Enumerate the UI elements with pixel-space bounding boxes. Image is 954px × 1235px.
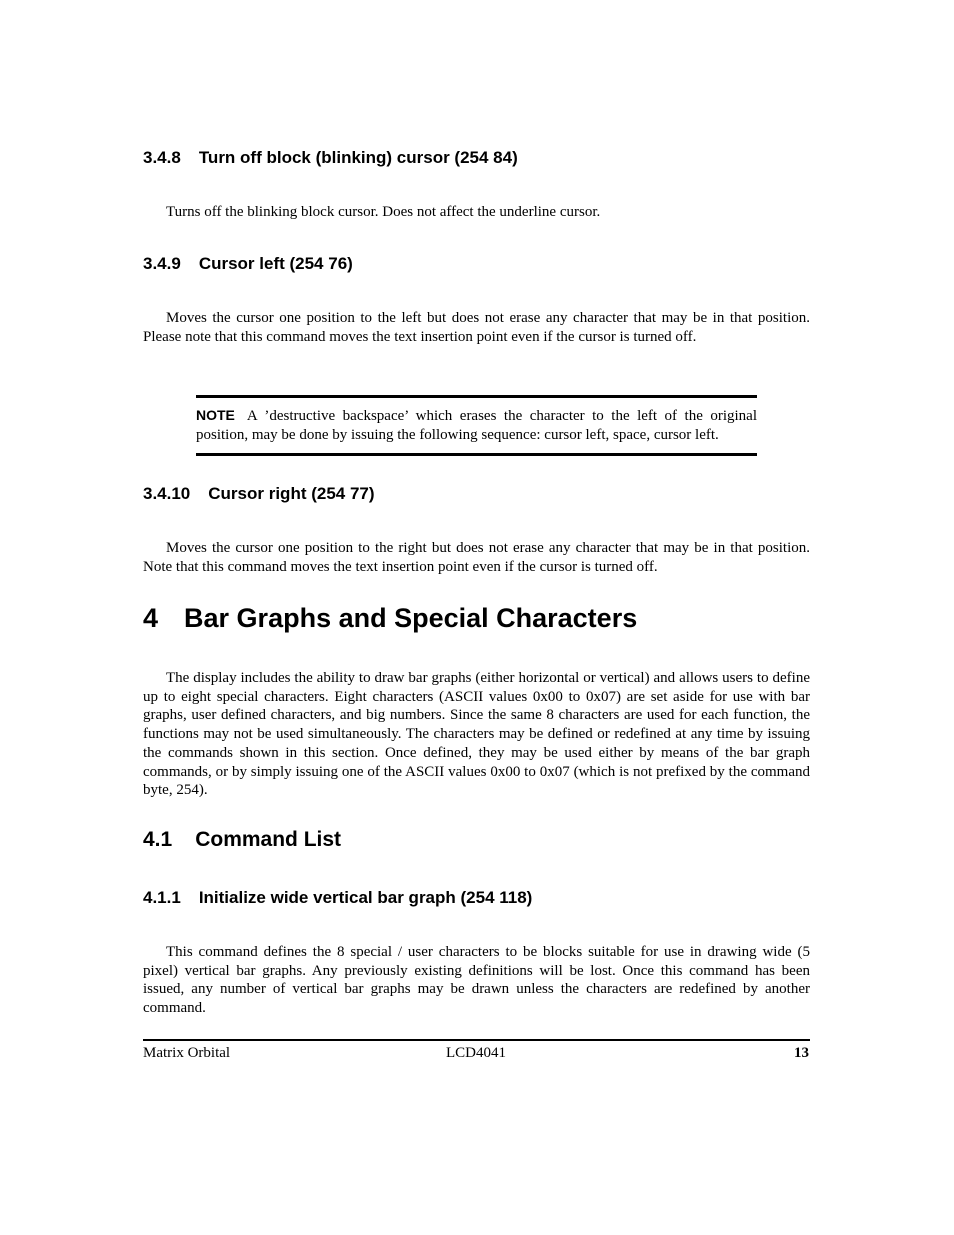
section-number: 4.1.1 xyxy=(143,888,181,907)
section-heading-3-4-9 xyxy=(143,254,353,274)
section-number: 3.4.10 xyxy=(143,484,191,503)
section-title: Turn off block (blinking) cursor (254 84) xyxy=(198,148,518,167)
paragraph-3-4-9: Moves the cursor one position to the left but does not erase any character that may be in that position. Please note that this command moves the text insertion point even if the cursor is turned off. xyxy=(143,310,810,345)
section-heading-3-4-10 xyxy=(143,484,375,504)
chapter-heading-4 xyxy=(143,603,637,634)
section-heading-3-4-8 xyxy=(143,148,518,168)
footer-rule xyxy=(143,1039,810,1041)
note-paragraph xyxy=(196,406,757,445)
section-number: 3.4.9 xyxy=(143,254,181,273)
note-box xyxy=(196,395,757,456)
section-title: Cursor right (254 77) xyxy=(208,484,375,503)
section-title: Cursor left (254 76) xyxy=(198,254,353,273)
chapter-title: Bar Graphs and Special Characters xyxy=(184,603,638,633)
section-number: 3.4.8 xyxy=(143,148,181,167)
page-number: 13 xyxy=(794,1045,809,1061)
chapter-number: 4 xyxy=(143,603,159,633)
section-heading-4-1-1 xyxy=(143,888,532,908)
paragraph-3-4-10: Moves the cursor one position to the right but does not erase any character that may be in that position. Note that this command moves the text insertion point even if the cursor is turned off. xyxy=(143,540,810,575)
section-title: Command List xyxy=(195,828,342,851)
section-number: 4.1 xyxy=(143,828,173,851)
section-heading-4-1 xyxy=(143,828,341,852)
footer-center: LCD4041 xyxy=(446,1045,506,1061)
note-text: A ’destructive backspace’ which erases the character to the left of the original position, may be done by issuing the following sequence: cursor left, space, cursor left. xyxy=(196,408,757,443)
section-title: Initialize wide vertical bar graph (254 118) xyxy=(198,888,533,907)
paragraph-3-4-8: Turns off the blinking block cursor. Does not affect the underline cursor. xyxy=(166,204,601,220)
note-label: NOTE xyxy=(196,407,235,423)
paragraph-4: The display includes the ability to draw bar graphs (either horizontal or vertical) and allows users to define up to eight special characters. Eight characters (ASCII values 0x00 to 0x07) are set aside for use with bar graphs, user defined characters, and big numbers. Since the same 8 characters are used for each function, the functions may not be used simultaneously. The characters may be defined or redefined at any time by issuing the commands shown in this section. Once defined, they may be used either by means of the bar graph commands, or by simply issuing one of the ASCII values 0x00 to 0x07 (which is not prefixed by the command byte, 254). xyxy=(143,670,810,799)
paragraph-4-1-1: This command defines the 8 special / user characters to be blocks suitable for use in drawing wide (5 pixel) vertical bar graphs. Any previously existing definitions will be lost. Once this command has been issued, any number of vertical bar graphs may be drawn unless the characters are redefined by another command. xyxy=(143,944,810,1017)
footer-left: Matrix Orbital xyxy=(143,1045,231,1061)
